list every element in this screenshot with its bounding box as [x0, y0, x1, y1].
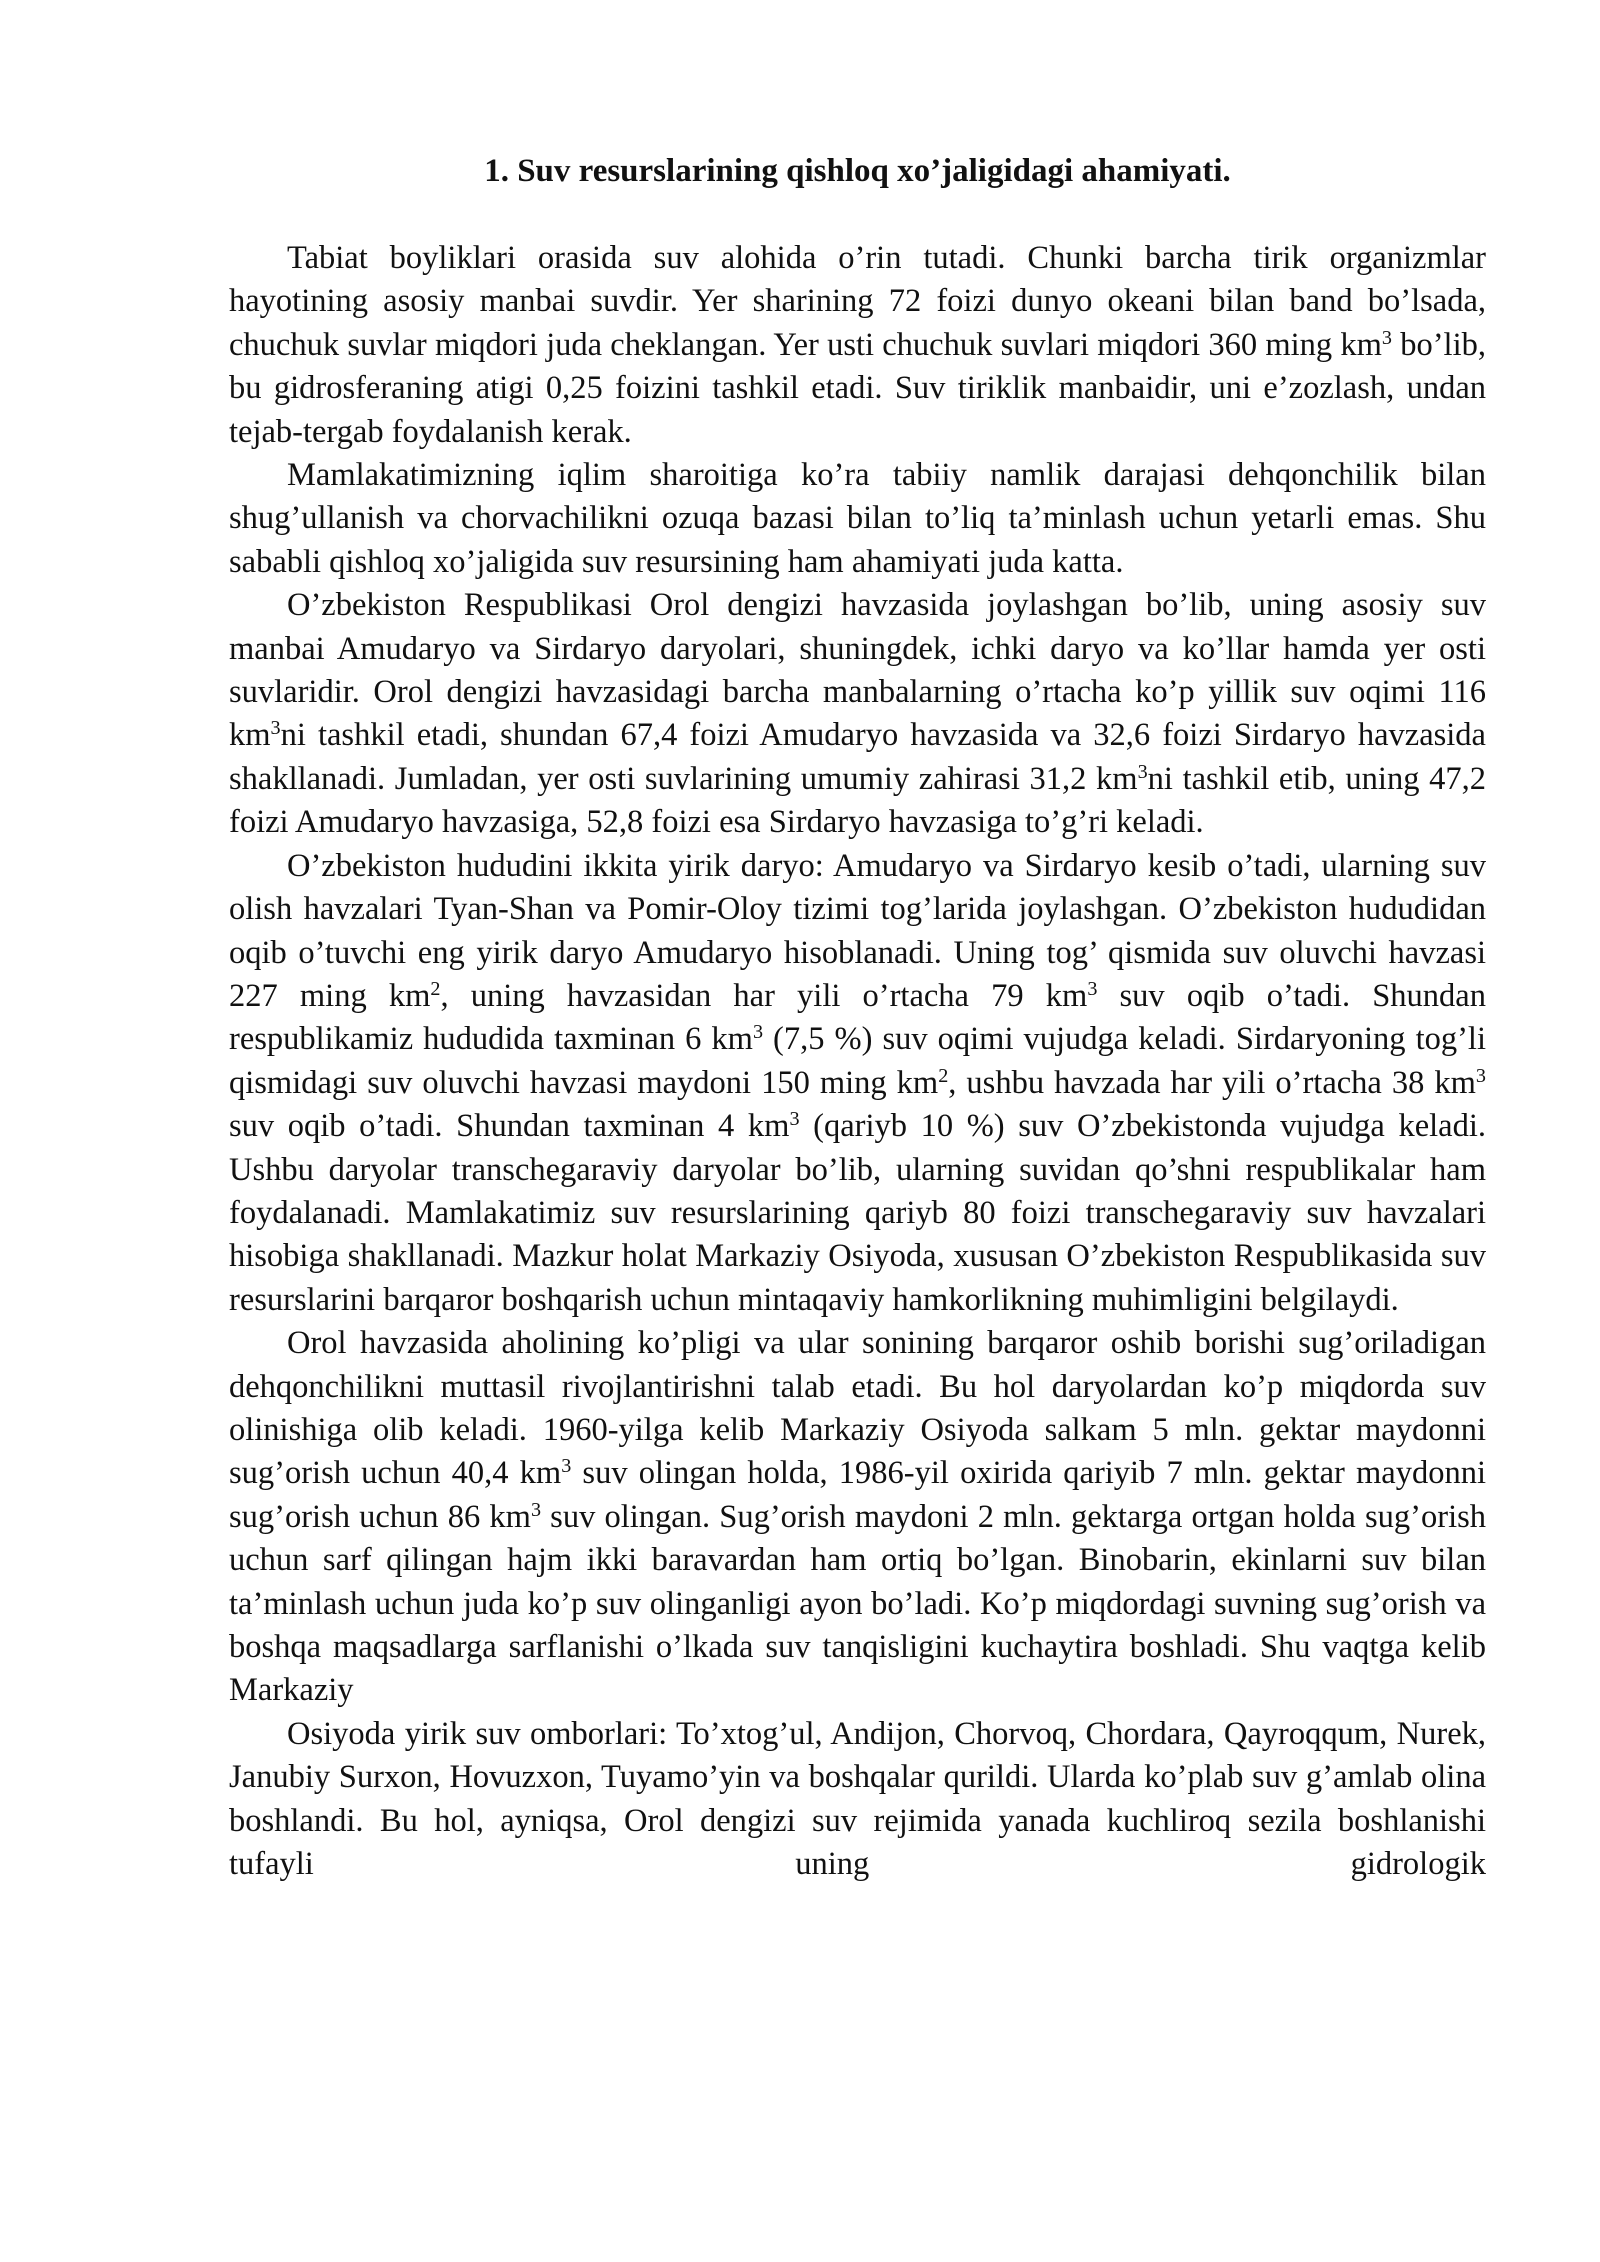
paragraph-2 — [229, 454, 1486, 584]
text-run: O’zbekiston Respublikasi Orol dengizi havzasida joylashgan bo’lib, uning asosiy suv manbai Amudaryo va Sirdaryo daryolari, shuningdek, ichki daryo va ko’llar hamda yer osti suvlaridir. Orol dengizi havzasidagi barcha manbalarning o’rtacha ko’p yillik suv oqimi 116 km — [229, 587, 1486, 754]
text-run: Osiyoda yirik suv omborlari: To’xtog’ul, Andijon, Chorvoq, Chordara, Qayroqqum, Nurek, Janubiy Surxon, Hovuzxon, Tuyamo’yin va boshqalar qurildi. Ularda ko’plab suv g’amlab olina boshlandi. Bu hol, ayniqsa, Orol dengizi suv rejimida yanada kuchliroq sezila boshlanishi tufayli uning gidrologik — [229, 1715, 1486, 1883]
superscript: 2 — [938, 1064, 949, 1087]
text-run: suv oqib o’tadi. Shundan taxminan 4 km — [229, 1108, 790, 1145]
paragraph-3 — [229, 584, 1486, 844]
superscript: 3 — [789, 1108, 800, 1131]
paragraph-1 — [229, 237, 1486, 454]
text-run: , uning havzasidan har yili o’rtacha 79 km — [440, 977, 1088, 1014]
text-run: ni tashkil etib, uning 47,2 foizi Amudaryo havzasiga, 52,8 foizi esa Sirdaryo havzasiga to’g’ri keladi. — [229, 760, 1486, 841]
superscript: 3 — [1475, 1064, 1486, 1087]
text-run: suv olingan. Sug’orish maydoni 2 mln. gektarga ortgan holda sug’orish uchun sarf qilingan hajm ikki baravardan ham ortiq bo’lgan. Binobarin, ekinlarni suv bilan ta’minlash uchun juda ko’p suv olinganligi ayon bo’ladi. Ko’p miqdordagi suvning sug’orish va boshqa maqsadlarga sarflanishi o’lkada suv tanqisligini kuchaytira boshladi. Shu vaqtga kelib Markaziy — [229, 1498, 1486, 1709]
superscript: 2 — [430, 977, 441, 1000]
text-run: bo’lib, bu gidrosferaning atigi 0,25 foizini tashkil etadi. Suv tiriklik manbaidir, uni e’zozlash, undan tejab-tergab foydalanish kerak. — [229, 326, 1486, 450]
text-run: , ushbu havzada har yili o’rtacha 38 km — [948, 1064, 1476, 1101]
paragraph-6 — [229, 1713, 1486, 1887]
document-page — [229, 150, 1486, 1886]
paragraph-5 — [229, 1322, 1486, 1713]
text-run: suv oqib o’tadi. Shundan respublikamiz hududida taxminan 6 km — [229, 977, 1486, 1058]
paragraph-4 — [229, 845, 1486, 1322]
page-title: 1. Suv resurslarining qishloq xo’jaligidagi ahamiyati. — [484, 153, 1231, 189]
text-run: ni tashkil etadi, shundan 67,4 foizi Amudaryo havzasida va 32,6 foizi Sirdaryo havzasida shakllanadi. Jumladan, yer osti suvlarining umumiy zahirasi 31,2 km — [229, 717, 1486, 797]
superscript: 3 — [1381, 326, 1392, 349]
superscript: 3 — [1137, 760, 1148, 783]
text-run: O’zbekiston hududini ikkita yirik daryo: Amudaryo va Sirdaryo kesib o’tadi, ularning suv olish havzalari Tyan-Shan va Pomir-Oloy tizimi tog’larida joylashgan. O’zbekiston hududidan oqib o’tuvchi eng yirik daryo Amudaryo hisoblanadi. Uning tog’ qismida suv oluvchi havzasi 227 ming km — [229, 847, 1486, 1014]
text-run: suv olingan holda, 1986-yil oxirida qariyib 7 mln. gektar maydonni sug’orish uchun 86 km — [229, 1455, 1486, 1535]
superscript: 3 — [752, 1021, 764, 1044]
text-run: Tabiat boyliklari orasida suv alohida o’rin tutadi. Chunki barcha tirik organizmlar hayotining asosiy manbai suvdir. Yer sharining 72 foizi dunyo okeani bilan band bo’lsada, chuchuk suvlar miqdori juda cheklangan. Yer usti chuchuk suvlari miqdori 360 ming km — [229, 240, 1486, 363]
superscript: 3 — [530, 1498, 542, 1521]
superscript: 3 — [1087, 977, 1098, 1000]
superscript: 3 — [270, 717, 281, 740]
text-run: Mamlakatimizning iqlim sharoitiga ko’ra tabiiy namlik darajasi dehqonchilik bilan shug’ullanish va chorvachilikni ozuqa bazasi bilan to’liq ta’minlash uchun yetarli emas. Shu sababli qishloq xo’jaligida suv resursining ham ahamiyati juda katta. — [229, 457, 1486, 580]
text-run: (qariyb 10 %) suv O’zbekistonda vujudga keladi. Ushbu daryolar transchegaraviy daryolar bo’lib, ularning suvidan qo’shni respublikalar ham foydalanadi. Mamlakatimiz suv resurslarining qariyb 80 foizi transchegaraviy suv havzalari hisobiga shakllanadi. Mazkur holat Markaziy Osiyoda, xususan O’zbekiston Respublikasida suv resurslarini barqaror boshqarish uchun mintaqaviy hamkorlikning muhimligini belgilaydi. — [229, 1108, 1486, 1318]
text-run: (7,5 %) suv oqimi vujudga keladi. Sirdaryoning tog’li qismidagi suv oluvchi havzasi maydoni 150 ming km — [229, 1021, 1486, 1101]
text-run: Orol havzasida aholining ko’pligi va ular sonining barqaror oshib borishi sug’oriladigan dehqonchilikni muttasil rivojlantirishni talab etadi. Bu hol daryolardan ko’p miqdorda suv olinishiga olib keladi. 1960-yilga kelib Markaziy Osiyoda salkam 5 mln. gektar maydonni sug’orish uchun 40,4 km — [229, 1325, 1486, 1492]
superscript: 3 — [561, 1455, 572, 1478]
